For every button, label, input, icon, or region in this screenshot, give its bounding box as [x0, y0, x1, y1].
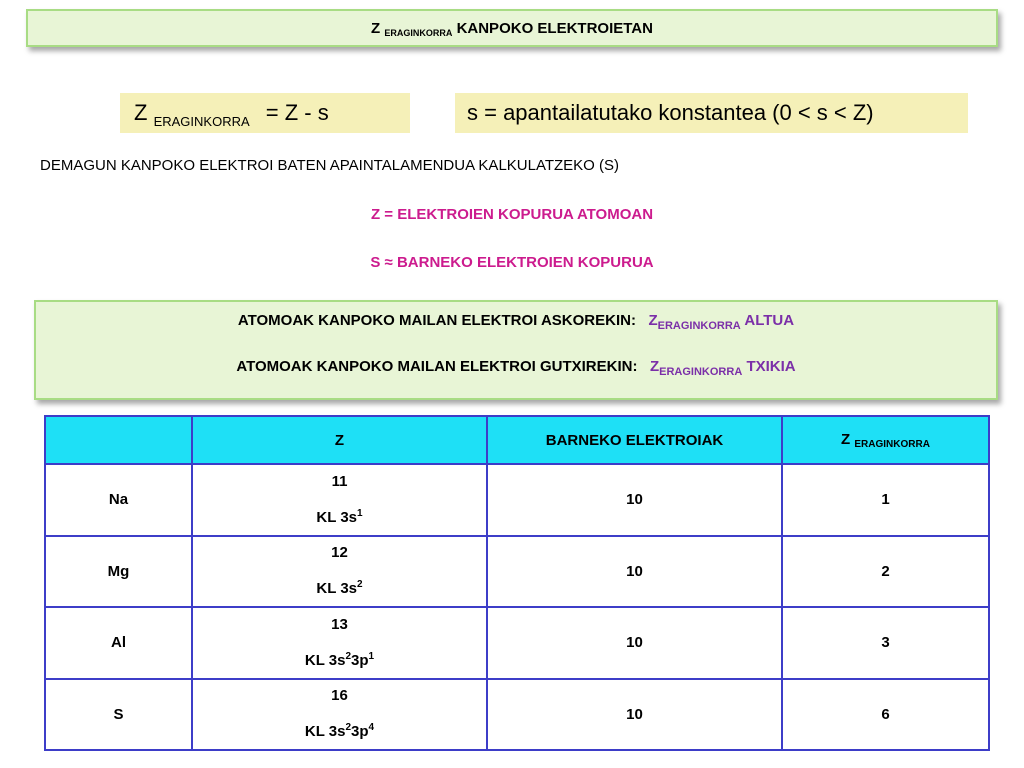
element-cell: Na [45, 464, 192, 536]
rule-few-electrons [36, 358, 996, 378]
intro-text: DEMAGUN KANPOKO ELEKTROI BATEN APAINTALAMENDUA KALKULATZEKO (S) [40, 157, 620, 174]
title-rest: KANPOKO ELEKTROIETAN [456, 20, 653, 37]
electron-configuration: KL $3s^23p^1$ [304, 650, 375, 669]
header-z: Z [192, 416, 487, 464]
table-row [45, 464, 989, 536]
effective-z-table [44, 415, 990, 751]
effective-z-cell: 3 [782, 607, 989, 679]
table-row [45, 536, 989, 608]
table-row [45, 607, 989, 679]
formula-subscript: ERAGINKORRA [153, 114, 250, 129]
formula-rest: = Z - s [265, 100, 329, 125]
shielding-constant-definition: s = apantailatutako konstantea (0 < s < Z) [455, 93, 968, 133]
effective-z-cell: 6 [782, 679, 989, 751]
title-z: Z [371, 20, 381, 37]
element-cell: Al [45, 607, 192, 679]
z-cell [192, 464, 487, 536]
inner-electrons-cell: 10 [487, 607, 782, 679]
s-definition: S ≈ BARNEKO ELEKTROIEN KOPURUA [370, 254, 654, 271]
inner-electrons-cell: 10 [487, 464, 782, 536]
title-subscript: ERAGINKORRA [384, 28, 453, 38]
table-row [45, 679, 989, 751]
electron-configuration: KL $3s^1$ [316, 507, 363, 526]
atomic-number: 13 [331, 615, 348, 633]
formula-z: Z [134, 100, 148, 125]
element-cell: Mg [45, 536, 192, 608]
z-cell [192, 679, 487, 751]
effective-z-cell: 2 [782, 536, 989, 608]
rules-box [34, 300, 998, 400]
title-banner [26, 9, 998, 47]
atomic-number: 12 [331, 544, 348, 562]
header-inner-electrons: BARNEKO ELEKTROIAK [487, 416, 782, 464]
element-cell: S [45, 679, 192, 751]
inner-electrons-cell: 10 [487, 536, 782, 608]
rule-text: ATOMOAK KANPOKO MAILAN ELEKTROI ASKOREKIN: [237, 312, 636, 329]
rule-many-electrons [36, 312, 996, 332]
atomic-number: 11 [331, 472, 348, 490]
z-cell [192, 607, 487, 679]
rule-text: ATOMOAK KANPOKO MAILAN ELEKTROI GUTXIREKIN: [236, 358, 638, 375]
electron-configuration: KL $3s^2$ [316, 579, 363, 598]
z-cell [192, 536, 487, 608]
electron-configuration: KL $3s^23p^4$ [304, 722, 375, 741]
effective-z-cell: 1 [782, 464, 989, 536]
effective-z-formula [120, 93, 410, 133]
z-definition: Z = ELEKTROIEN KOPURUA ATOMOAN [370, 206, 654, 223]
rule-z: $Z_{ERAGINKORRA}$ ALTUA [648, 312, 795, 332]
atomic-number: 16 [331, 687, 348, 705]
header-effective-z: Z $_{ERAGINKORRA}$ [782, 416, 989, 464]
table-header-row [45, 416, 989, 464]
rule-z: $Z_{ERAGINKORRA}$ TXIKIA [649, 358, 796, 378]
header-element [45, 416, 192, 464]
inner-electrons-cell: 10 [487, 679, 782, 751]
